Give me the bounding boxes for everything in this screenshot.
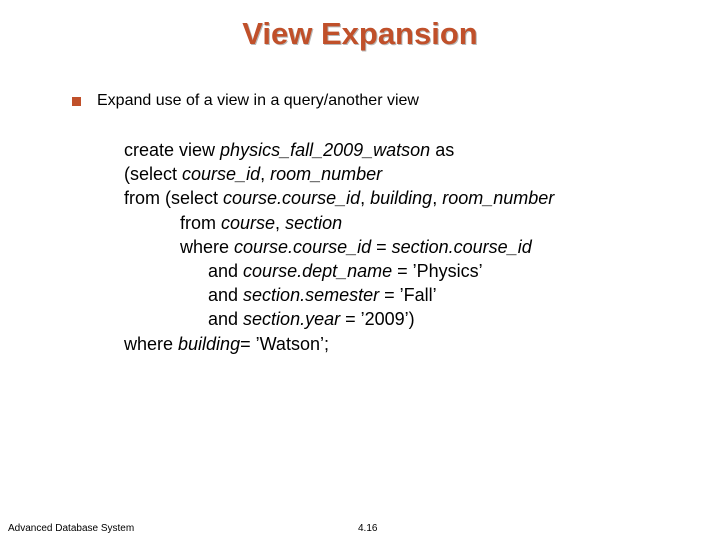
code-keyword: = ’2009’) xyxy=(340,309,415,330)
code-identifier: course.course_id xyxy=(223,188,361,209)
code-identifier: physics_fall_2009_watson xyxy=(220,140,431,160)
code-keyword: (select xyxy=(124,164,183,185)
code-line xyxy=(124,162,554,186)
code-keyword: and xyxy=(208,260,244,281)
code-keyword: where xyxy=(180,236,235,257)
code-identifier: course_id xyxy=(182,164,261,185)
code-identifier: section.year xyxy=(243,309,341,330)
code-keyword: , xyxy=(275,212,286,233)
code-identifier: course.dept_name xyxy=(243,260,393,281)
code-line xyxy=(124,138,554,162)
code-identifier: building xyxy=(178,333,241,354)
code-keyword: , xyxy=(432,188,443,209)
code-keyword: as xyxy=(430,140,455,160)
bullet-text: Expand use of a view in a query/another view xyxy=(97,92,419,109)
code-line xyxy=(124,307,554,331)
code-identifier: course.course_id xyxy=(234,236,372,257)
code-keyword: from (select xyxy=(124,188,224,209)
bullet-point xyxy=(72,92,419,110)
footer-page-number: 4.16 xyxy=(358,523,378,534)
code-keyword: = ’Fall’ xyxy=(379,285,437,306)
footer-course-name: Advanced Database System xyxy=(8,523,135,534)
code-keyword: and xyxy=(208,309,244,330)
code-keyword: from xyxy=(180,212,222,233)
code-line xyxy=(124,211,554,235)
code-identifier: course xyxy=(221,212,276,233)
slide-title: View Expansion xyxy=(242,16,478,51)
code-line xyxy=(124,235,554,259)
code-line xyxy=(124,332,554,356)
square-bullet-icon xyxy=(72,97,81,106)
code-keyword: create view xyxy=(124,140,221,160)
sql-code-block xyxy=(124,138,554,356)
code-keyword: , xyxy=(260,164,271,185)
code-line xyxy=(124,259,554,283)
code-keyword: = xyxy=(371,236,392,257)
code-identifier: room_number xyxy=(442,188,555,209)
code-keyword: , xyxy=(360,188,371,209)
code-keyword: and xyxy=(208,285,244,306)
code-identifier: building xyxy=(370,188,433,209)
code-identifier: section.course_id xyxy=(391,236,532,257)
code-identifier: section xyxy=(285,212,343,233)
code-keyword: where xyxy=(124,333,179,354)
code-line xyxy=(124,186,554,210)
code-keyword: = ’Physics’ xyxy=(392,260,483,281)
code-line xyxy=(124,283,554,307)
code-identifier: section.semester xyxy=(243,285,380,306)
code-keyword: = ’Watson’; xyxy=(240,333,329,354)
code-identifier: room_number xyxy=(270,164,383,185)
